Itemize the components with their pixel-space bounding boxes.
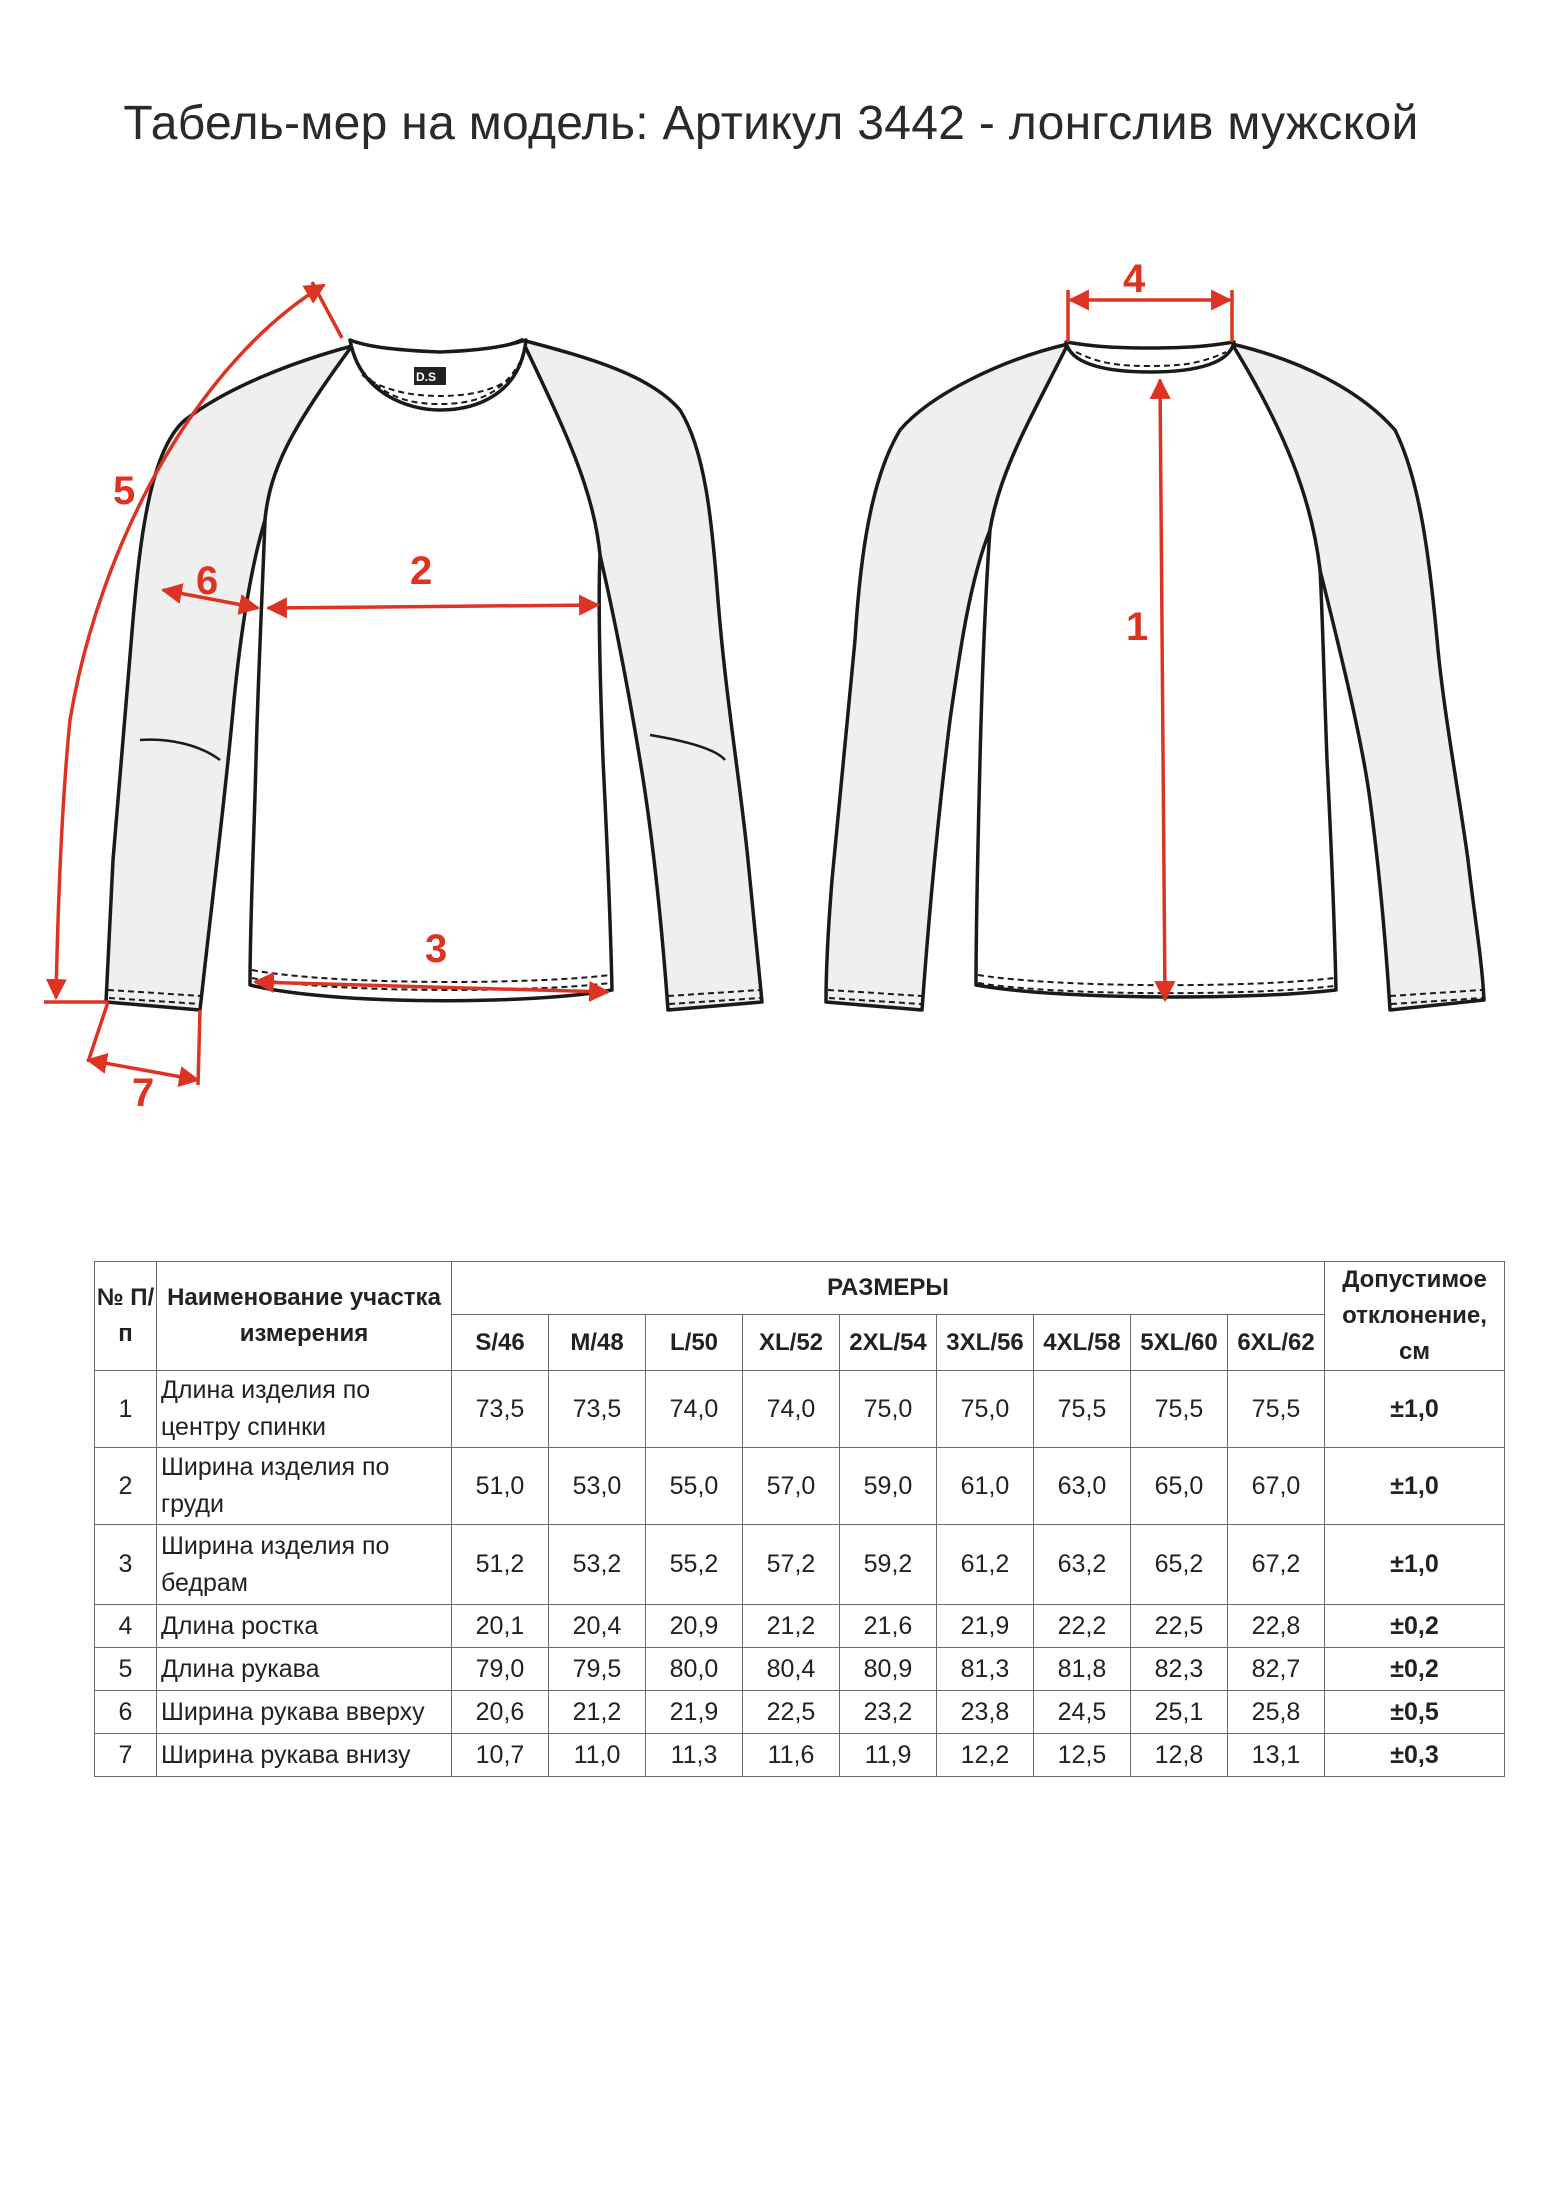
tolerance-value: ±1,0 — [1325, 1525, 1505, 1605]
front-view — [106, 340, 762, 1010]
size-header: L/50 — [646, 1315, 743, 1371]
measurement-name: Длина ростка — [157, 1605, 452, 1648]
tolerance-value: ±0,2 — [1325, 1648, 1505, 1691]
measurement-name: Ширина изделия по бедрам — [157, 1525, 452, 1605]
size-value: 13,1 — [1228, 1734, 1325, 1777]
size-header: M/48 — [549, 1315, 646, 1371]
front-body — [250, 340, 612, 1001]
size-value: 73,5 — [452, 1371, 549, 1448]
table-row — [95, 1605, 1505, 1648]
size-header: 2XL/54 — [840, 1315, 937, 1371]
row-number: 2 — [95, 1448, 157, 1525]
tolerance-value: ±0,5 — [1325, 1691, 1505, 1734]
size-value: 20,9 — [646, 1605, 743, 1648]
size-value: 65,0 — [1131, 1448, 1228, 1525]
size-value: 61,2 — [937, 1525, 1034, 1605]
size-value: 11,3 — [646, 1734, 743, 1777]
size-value: 79,0 — [452, 1648, 549, 1691]
page-title: Табель-мер на модель: Артикул 3442 - лонгслив мужской — [123, 97, 1419, 150]
table-row — [95, 1734, 1505, 1777]
size-value: 82,3 — [1131, 1648, 1228, 1691]
size-value: 81,8 — [1034, 1648, 1131, 1691]
size-value: 63,2 — [1034, 1525, 1131, 1605]
back-view — [826, 342, 1484, 1010]
measurement-name: Длина рукава — [157, 1648, 452, 1691]
size-value: 12,8 — [1131, 1734, 1228, 1777]
measurement-name: Ширина рукава внизу — [157, 1734, 452, 1777]
size-value: 11,0 — [549, 1734, 646, 1777]
header-tolerance: Допустимое отклонение, см — [1325, 1262, 1505, 1371]
size-value: 11,9 — [840, 1734, 937, 1777]
size-value: 22,5 — [1131, 1605, 1228, 1648]
size-value: 21,2 — [743, 1605, 840, 1648]
size-value: 57,0 — [743, 1448, 840, 1525]
size-value: 23,2 — [840, 1691, 937, 1734]
table-row — [95, 1448, 1505, 1525]
header-name: Наименование участка измерения — [157, 1262, 452, 1371]
size-value: 51,0 — [452, 1448, 549, 1525]
size-value: 82,7 — [1228, 1648, 1325, 1691]
size-header: 3XL/56 — [937, 1315, 1034, 1371]
row-number: 5 — [95, 1648, 157, 1691]
size-value: 21,9 — [646, 1691, 743, 1734]
table-row — [95, 1691, 1505, 1734]
size-value: 20,6 — [452, 1691, 549, 1734]
size-value: 75,0 — [840, 1371, 937, 1448]
size-value: 51,2 — [452, 1525, 549, 1605]
garment-diagram — [0, 250, 1542, 1150]
size-value: 21,6 — [840, 1605, 937, 1648]
label-4: 4 — [1123, 257, 1146, 301]
table-row — [95, 1371, 1505, 1448]
measurement-name: Длина изделия по центру спинки — [157, 1371, 452, 1448]
size-value: 22,8 — [1228, 1605, 1325, 1648]
tolerance-value: ±0,2 — [1325, 1605, 1505, 1648]
row-number: 3 — [95, 1525, 157, 1605]
tolerance-value: ±1,0 — [1325, 1371, 1505, 1448]
table-row — [95, 1648, 1505, 1691]
size-value: 20,4 — [549, 1605, 646, 1648]
size-value: 79,5 — [549, 1648, 646, 1691]
size-value: 67,0 — [1228, 1448, 1325, 1525]
size-value: 53,2 — [549, 1525, 646, 1605]
measurement-name: Ширина изделия по груди — [157, 1448, 452, 1525]
size-value: 55,2 — [646, 1525, 743, 1605]
size-table — [94, 1261, 1505, 1777]
label-6: 6 — [196, 559, 219, 603]
size-value: 67,2 — [1228, 1525, 1325, 1605]
size-value: 55,0 — [646, 1448, 743, 1525]
size-value: 23,8 — [937, 1691, 1034, 1734]
size-value: 22,5 — [743, 1691, 840, 1734]
size-value: 22,2 — [1034, 1605, 1131, 1648]
row-number: 7 — [95, 1734, 157, 1777]
size-value: 12,2 — [937, 1734, 1034, 1777]
size-value: 11,6 — [743, 1734, 840, 1777]
size-value: 53,0 — [549, 1448, 646, 1525]
label-5: 5 — [113, 469, 136, 513]
size-value: 75,5 — [1228, 1371, 1325, 1448]
label-2: 2 — [410, 549, 433, 593]
size-value: 59,2 — [840, 1525, 937, 1605]
size-value: 80,0 — [646, 1648, 743, 1691]
size-header: XL/52 — [743, 1315, 840, 1371]
size-header: 4XL/58 — [1034, 1315, 1131, 1371]
size-value: 24,5 — [1034, 1691, 1131, 1734]
row-number: 1 — [95, 1371, 157, 1448]
row-number: 6 — [95, 1691, 157, 1734]
brand-tag-text: D.S — [415, 370, 437, 384]
header-sizes-group: РАЗМЕРЫ — [452, 1262, 1325, 1315]
size-value: 10,7 — [452, 1734, 549, 1777]
label-3: 3 — [425, 927, 448, 971]
size-value: 80,9 — [840, 1648, 937, 1691]
size-value: 80,4 — [743, 1648, 840, 1691]
size-value: 75,5 — [1131, 1371, 1228, 1448]
size-header: S/46 — [452, 1315, 549, 1371]
header-num: № П/п — [95, 1262, 157, 1371]
size-value: 65,2 — [1131, 1525, 1228, 1605]
size-header: 6XL/62 — [1228, 1315, 1325, 1371]
tolerance-value: ±1,0 — [1325, 1448, 1505, 1525]
size-header: 5XL/60 — [1131, 1315, 1228, 1371]
size-value: 12,5 — [1034, 1734, 1131, 1777]
size-value: 75,5 — [1034, 1371, 1131, 1448]
size-value: 74,0 — [646, 1371, 743, 1448]
size-value: 21,2 — [549, 1691, 646, 1734]
size-value: 63,0 — [1034, 1448, 1131, 1525]
size-value: 57,2 — [743, 1525, 840, 1605]
size-value: 73,5 — [549, 1371, 646, 1448]
row-number: 4 — [95, 1605, 157, 1648]
label-1: 1 — [1126, 605, 1149, 649]
size-value: 25,8 — [1228, 1691, 1325, 1734]
measurement-name: Ширина рукава вверху — [157, 1691, 452, 1734]
size-value: 81,3 — [937, 1648, 1034, 1691]
size-value: 61,0 — [937, 1448, 1034, 1525]
size-value: 74,0 — [743, 1371, 840, 1448]
table-row — [95, 1525, 1505, 1605]
size-value: 59,0 — [840, 1448, 937, 1525]
size-value: 75,0 — [937, 1371, 1034, 1448]
back-body — [976, 344, 1336, 997]
size-value: 20,1 — [452, 1605, 549, 1648]
tolerance-value: ±0,3 — [1325, 1734, 1505, 1777]
size-value: 25,1 — [1131, 1691, 1228, 1734]
size-value: 21,9 — [937, 1605, 1034, 1648]
label-7: 7 — [132, 1071, 155, 1115]
